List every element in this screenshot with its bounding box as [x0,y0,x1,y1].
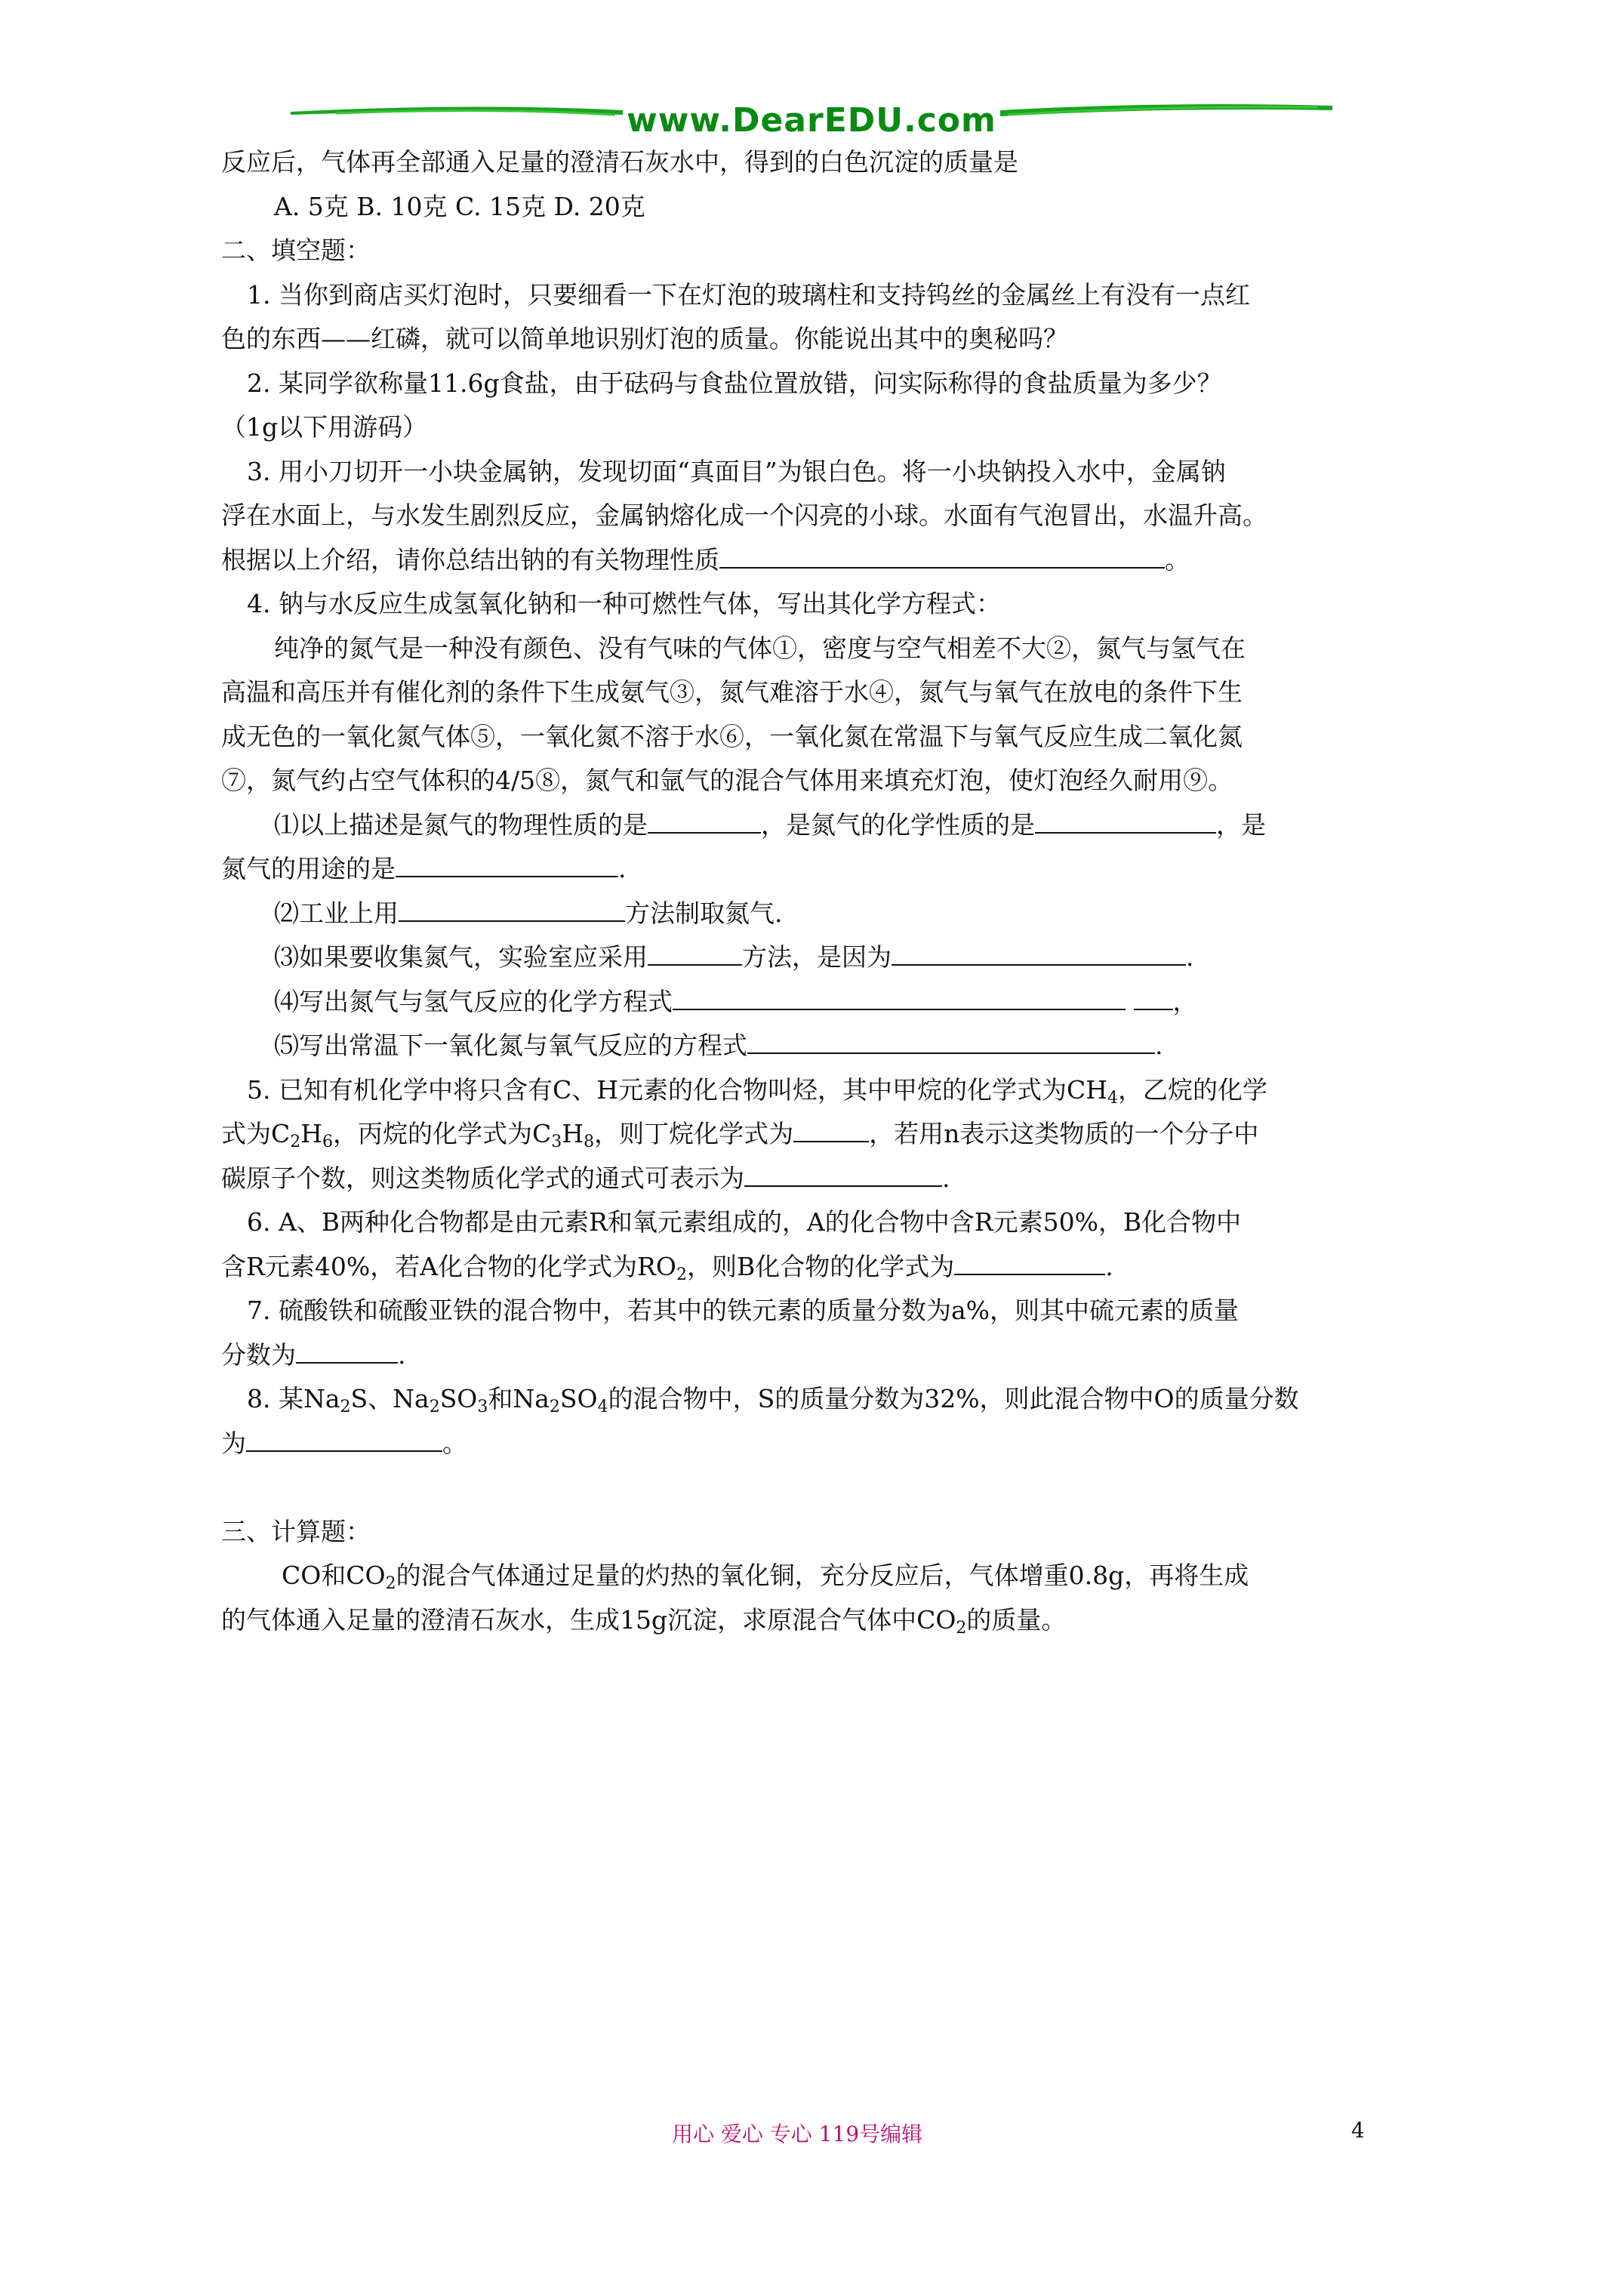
question-5: 5. 已知有机化学中将只含有C、H元素的化合物叫烃，其中甲烷的化学式为$CH_4$，乙烷的化学 [247,1074,1268,1108]
text-line: 的气体通入足量的澄清石灰水，生成15g沉淀，求原混合气体中$CO_2$的质量。 [221,1604,1067,1638]
document-body [221,140,1414,1642]
question-8: 8. 某$Na_2S$、$Na_2SO_3$和$Na_2SO_4$的混合物中，S的质量分数为32%，则此混合物中O的质量分数 [247,1384,1299,1416]
answer-options: A. 5克 B. 10克 C. 15克 D. 20克 [274,191,645,221]
text-line: 为 。 [221,1428,467,1458]
text-line: 分数为 . [221,1339,406,1370]
answer-blank[interactable] [246,1428,442,1452]
text-line: 浮在水面上，与水发生剧烈反应，金属钠熔化成一个闪亮的小球。水面有气泡冒出，水温升高。 [221,501,1267,530]
answer-blank[interactable] [399,898,625,922]
spacer [221,1465,1414,1510]
sub-question-2: ⑵工业上用 方法制取氮气. [274,898,783,928]
answer-blank[interactable] [1134,986,1173,1010]
text-line: （1g以下用游码） [221,412,428,442]
sub-question-1: ⑴以上描述是氮气的物理性质的是 ，是氮气的化学性质的是 ，是 [274,809,1266,840]
answer-blank[interactable] [719,544,1165,569]
passage-line: 高温和高压并有催化剂的条件下生成氨气③，氮气难溶于水④，氮气与氧气在放电的条件下生 [221,677,1243,707]
passage-line: ⑦，氮气约占空气体积的4/5⑧，氮气和氩气的混合气体用来填充灯泡，使灯泡经久耐用⑨。 [221,766,1233,795]
answer-blank[interactable] [793,1118,869,1142]
answer-blank[interactable] [648,809,761,834]
passage-line: 成无色的一氧化氮气体⑤，一氧化氮不溶于水⑥，一氧化氮在常温下与氧气反应生成二氧化氮 [221,721,1243,751]
calc-question: CO和$CO_2$的混合气体通过足量的灼热的氧化铜，充分反应后，气体增重0.8g，再将生成 [282,1561,1249,1593]
question-1: 1. 当你到商店买灯泡时，只要细看一下在灯泡的玻璃柱和支持钨丝的金属丝上有没有一点红 [247,279,1250,310]
answer-blank[interactable] [747,1030,1155,1054]
answer-blank[interactable] [296,1339,398,1364]
answer-blank[interactable] [396,853,618,877]
question-4: 4. 钠与水反应生成氢氧化钠和一种可燃性气体，写出其化学方程式： [247,589,1001,618]
section-title: 三、计算题： [221,1516,371,1546]
text-line: 反应后，气体再全部通入足量的澄清石灰水中，得到的白色沉淀的质量是 [221,147,1018,177]
sub-question-5: ⑸写出常温下一氧化氮与氧气反应的方程式 . [274,1031,1163,1060]
answer-blank[interactable] [892,942,1186,966]
text-line: 氮气的用途的是 . [221,854,627,883]
page-footer [0,2118,1623,2156]
sub-question-4: ⑷写出氮气与氢气反应的化学方程式 ， [274,986,1198,1016]
answer-blank[interactable] [744,1163,942,1187]
question-3: 3. 用小刀切开一小块金属钠，发现切面“真面目”为银白色。将一小块钠投入水中，金属钠 [247,456,1226,486]
page-number: 4 [1351,2118,1365,2143]
question-7: 7. 硫酸铁和硫酸亚铁的混合物中，若其中的铁元素的质量分数为a%，则其中硫元素的质量 [247,1296,1240,1325]
section-title: 二、填空题： [221,236,371,265]
answer-blank[interactable] [648,942,742,966]
question-6: 6. A、B两种化合物都是由元素R和氧元素组成的，A的化合物中含R元素50%，B化合物中 [247,1207,1242,1237]
text-line: 根据以上介绍，请你总结出钠的有关物理性质 。 [221,544,1190,575]
answer-blank[interactable] [954,1251,1105,1275]
sub-question-3: ⑶如果要收集氮气，实验室应采用 方法，是因为 . [274,942,1194,972]
banner-text: www.DearEDU.com [627,101,996,140]
passage-line: 纯净的氮气是一种没有颜色、没有气味的气体①，密度与空气相差不大②，氮气与氢气在 [274,633,1246,663]
text-line: 碳原子个数，则这类物质化学式的通式可表示为 . [221,1163,950,1193]
text-line: 色的东西——红磷，就可以简单地识别灯泡的质量。你能说出其中的奥秘吗？ [221,324,1068,353]
text-line: 含R元素40%，若A化合物的化学式为$RO_2$，则B化合物的化学式为 . [221,1251,1113,1284]
footer-text: 用心 爱心 专心 119号编辑 [672,2122,923,2147]
answer-blank[interactable] [673,986,1126,1010]
answer-blank[interactable] [1035,809,1216,834]
text-line: 式为$C_2H_6$，丙烷的化学式为$C_3H_8$，则丁烷化学式为 ，若用n表示这类物质的一个分子中 [221,1119,1259,1151]
question-2: 2. 某同学欲称量11.6g食盐，由于砝码与食盐位置放错，问实际称得的食盐质量为多少？ [247,368,1222,398]
header-banner [291,98,1332,143]
